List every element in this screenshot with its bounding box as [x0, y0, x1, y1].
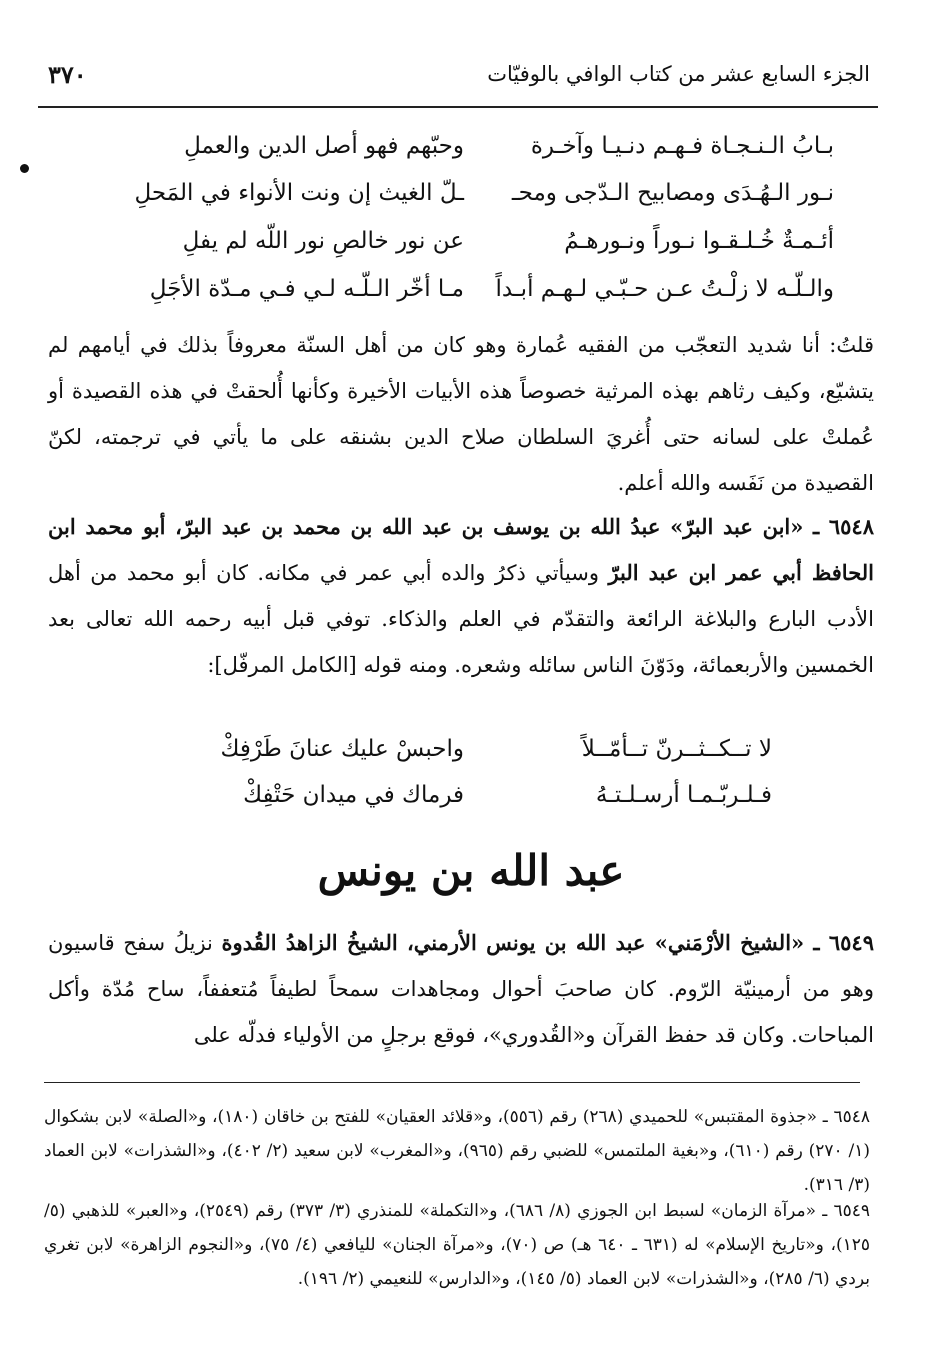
- entry-6548: [48, 504, 874, 688]
- verse-hemistich-left: فرماك في ميدان حَتْفِكْ: [243, 782, 464, 808]
- verse-hemistich-left: وحبّهم فهو أصل الدين والعملِ: [184, 133, 464, 159]
- entry-6548-heading: ٦٥٤٨ ـ «ابن عبد البرّ» عبدُ الله بن يوسف بن عبد الله بن محمد بن عبد البرّ، أبو محمد ابن الحافظ أبي عمر ابن عبد البرّ: [48, 514, 874, 585]
- verse-hemistich-left: عن نور خالصِ نور اللّه لم يفلِ: [182, 228, 464, 254]
- verse-hemistich-right: والـلّـه لا زلْـتُ عـن حـبّـي لـهـم أبـداً: [495, 276, 834, 302]
- verse-hemistich-right: نـور الـهُـدَى ومصابيح الـدّجى ومحـ: [511, 180, 834, 206]
- entry-6549-body: نزيلُ سفح قاسيون وهو من أرمينيّة الرّوم. كان صاحبَ أحوال ومجاهدات سمحاً لطيفاً مُتعففاً، ساح مُدّة وأكل المباحات. وكان قد حفظ القرآن و«القُدوري»، فوقع برجلٍ من الأولياء فدلّه على: [48, 931, 874, 1047]
- page-number: ٣٧٠: [48, 60, 87, 89]
- verse-hemistich-right: فـلـربّـمـا أرسـلـتـهُ: [595, 782, 772, 808]
- header-rule: [38, 106, 878, 108]
- footnote-separator: [44, 1082, 860, 1083]
- footnote-6548: ٦٥٤٨ ـ «جذوة المقتبس» للحميدي (٢٦٨) رقم (٥٥٦)، و«قلائد العقيان» للفتح بن خاقان (١٨٠)، و«الصلة» لابن بشكوال (١/ ٢٧٠) رقم (٦١٠)، و«بغية الملتمس» للضبي رقم (٩٦٥)، و«المغرب» لابن سعيد (٢/ ٤٠٢)، و«الشذرات» لابن العماد (٣/ ٣١٦).: [44, 1107, 870, 1195]
- section-title: عبد الله بن يونس: [317, 846, 625, 895]
- verse-hemistich-right: لا تــكــثــرنّ تــأمّــلاً: [581, 736, 772, 762]
- verse-hemistich-right: بـابُ الـنـجـاة فـهـم دنـيـا وآخـرة: [530, 133, 834, 159]
- margin-dot: [20, 164, 29, 173]
- entry-6548-body: وسيأتي ذكرُ والده أبي عمر في مكانه. كان أبو محمد من أهل الأدب البارع والبلاغة الرائعة والتقدّم في العلم والذكاء. توفي قبل أبيه رحمه الله تعالى بعد الخمسين والأربعمائة، ودَوّنَ الناس سائله وشعره. ومنه قوله [الكامل المرفّل]:: [48, 561, 874, 677]
- page-header: [38, 58, 878, 108]
- verse-hemistich-left: مـا أخّر الـلّـه لـي فـي مـدّة الأجَلِ: [149, 276, 464, 302]
- verse-hemistich-left: واحبسْ عليك عنانَ طَرْفِكْ: [220, 736, 464, 762]
- commentary-paragraph: قلتُ: أنا شديد التعجّب من الفقيه عُمارة وهو كان من أهل السنّة معروفاً بذلك في أيامهم لم يتشيّع، وكيف رثاهم بهذه المرثية خصوصاً هذه الأبيات الأخيرة وكأنها أُلحقتْ في هذه القصيدة أو عُملتْ على لسانه حتى أُغريَ السلطان صلاح الدين بشنقه على ما يأتي في ترجمته، لكنّ القصيدة من نَفَسه والله أعلم.: [48, 333, 874, 495]
- verse-hemistich-left: ـلّ الغيث إن ونت الأنواء في المَحلِ: [134, 180, 464, 206]
- entry-6549-heading: ٦٥٤٩ ـ «الشيخ الأرْمَني» عبد الله بن يونس الأرمني، الشيخُ الزاهدُ القُدوة: [221, 930, 874, 955]
- footnote-6549: ٦٥٤٩ ـ «مرآة الزمان» لسبط ابن الجوزي (٨/ ٦٨٦)، و«التكملة» للمنذري (٣/ ٣٧٣) رقم (٢٥٤٩)، و«العبر» للذهبي (٥/ ١٢٥)، و«تاريخ الإسلام» له (٦٣١ ـ ٦٤٠ هـ) ص (٧٠)، و«مرآة الجنان» لليافعي (٤/ ٧٥)، و«النجوم الزاهرة» لابن تغري بردي (٦/ ٢٨٥)، و«الشذرات» لابن العماد (٥/ ١٤٥)، و«الدارس» للنعيمي (٢/ ١٩٦).: [44, 1201, 870, 1289]
- entry-6549: [48, 920, 874, 1058]
- running-title: الجزء السابع عشر من كتاب الوافي بالوفيّات: [487, 62, 870, 86]
- verse-hemistich-right: أئـمـةٌ خُـلـقـوا نـوراً ونـورهـمُ: [564, 228, 834, 254]
